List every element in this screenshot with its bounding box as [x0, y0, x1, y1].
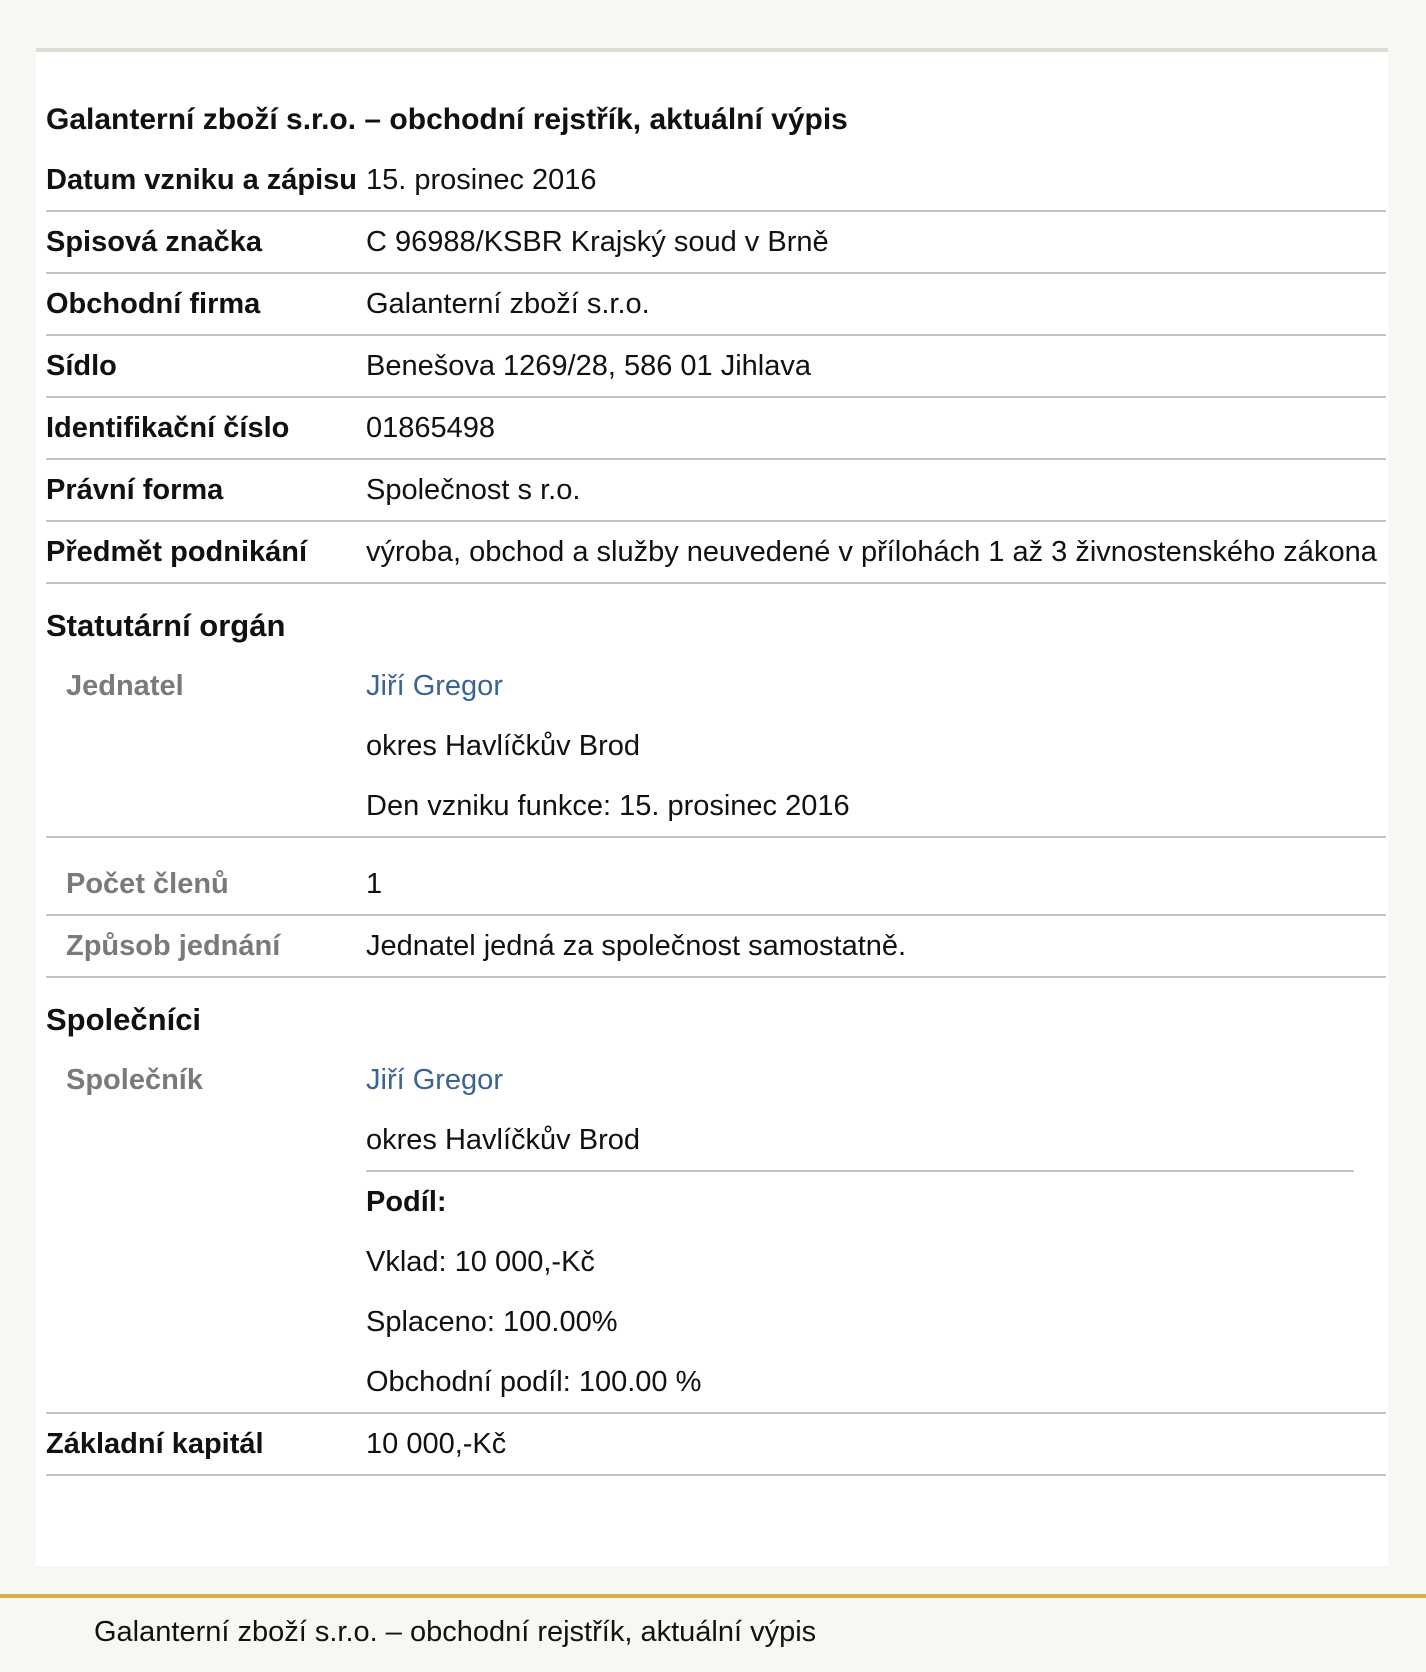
page-footer: [0, 1594, 1426, 1672]
row-pocet-clenu: [46, 838, 1386, 916]
label-sidlo: Sídlo: [46, 350, 117, 382]
row-spisova-znacka: [46, 212, 1386, 274]
value-predmet-podnikani: výroba, obchod a služby neuvedené v přílohách 1 až 3 živnostenského zákona: [366, 536, 1377, 568]
extract-content: [46, 90, 1386, 1476]
section-heading-statutarni-organ: Statutární orgán: [46, 608, 286, 643]
label-predmet-podnikani: Předmět podnikání: [46, 536, 308, 568]
value-pocet-clenu: 1: [366, 868, 383, 900]
value-pravni-forma: Společnost s r.o.: [366, 474, 581, 506]
jednatel-den-vzniku-funkce: Den vzniku funkce: 15. prosinec 2016: [366, 790, 850, 822]
podil-label: Podíl:: [366, 1186, 447, 1218]
label-zakladni-kapital: Základní kapitál: [46, 1428, 264, 1460]
extract-card: [36, 48, 1388, 1566]
row-predmet-podnikani: [46, 522, 1386, 584]
row-jednatel: [46, 656, 1386, 838]
podil-block: [366, 1170, 1354, 1412]
value-sidlo: Benešova 1269/28, 586 01 Jihlava: [366, 350, 812, 382]
label-jednatel: Jednatel: [66, 670, 184, 702]
row-zakladni-kapital: [46, 1414, 1386, 1476]
label-pocet-clenu: Počet členů: [66, 868, 229, 900]
row-zpusob-jednani: [46, 916, 1386, 978]
spolecnik-name-link[interactable]: Jiří Gregor: [366, 1064, 503, 1096]
label-pravni-forma: Právní forma: [46, 474, 224, 506]
spolecnik-okres: okres Havlíčkův Brod: [366, 1124, 640, 1156]
row-datum-vzniku: [46, 150, 1386, 212]
value-spolecnik: [366, 1050, 1386, 1412]
row-pravni-forma: [46, 460, 1386, 522]
label-identifikacni-cislo: Identifikační číslo: [46, 412, 290, 444]
value-identifikacni-cislo: 01865498: [366, 412, 496, 444]
label-spolecnik: Společník: [66, 1064, 203, 1096]
podil-splaceno: Splaceno: 100.00%: [366, 1306, 618, 1338]
label-spisova-znacka: Spisová značka: [46, 226, 262, 258]
value-obchodni-firma: Galanterní zboží s.r.o.: [366, 288, 650, 320]
value-zpusob-jednani: Jednatel jedná za společnost samostatně.: [366, 930, 907, 962]
page-title: Galanterní zboží s.r.o. – obchodní rejstřík, aktuální výpis: [46, 103, 848, 136]
footer-title: Galanterní zboží s.r.o. – obchodní rejstřík, aktuální výpis: [94, 1616, 817, 1648]
row-identifikacni-cislo: [46, 398, 1386, 460]
jednatel-okres: okres Havlíčkův Brod: [366, 730, 640, 762]
podil-obchodni-podil: Obchodní podíl: 100.00 %: [366, 1366, 702, 1398]
value-jednatel: [366, 656, 1386, 836]
podil-vklad: Vklad: 10 000,-Kč: [366, 1246, 595, 1278]
value-datum-vzniku: 15. prosinec 2016: [366, 164, 597, 196]
section-heading-spolecnici: Společníci: [46, 1002, 202, 1037]
podil-values: [366, 1232, 1354, 1412]
label-datum-vzniku: Datum vzniku a zápisu: [46, 164, 358, 196]
jednatel-name-link[interactable]: Jiří Gregor: [366, 670, 503, 702]
label-zpusob-jednani: Způsob jednání: [66, 930, 281, 962]
value-spisova-znacka: C 96988/KSBR Krajský soud v Brně: [366, 226, 829, 258]
row-spolecnik: [46, 1050, 1386, 1414]
label-obchodni-firma: Obchodní firma: [46, 288, 261, 320]
value-zakladni-kapital: 10 000,-Kč: [366, 1428, 507, 1460]
row-sidlo: [46, 336, 1386, 398]
row-obchodni-firma: [46, 274, 1386, 336]
